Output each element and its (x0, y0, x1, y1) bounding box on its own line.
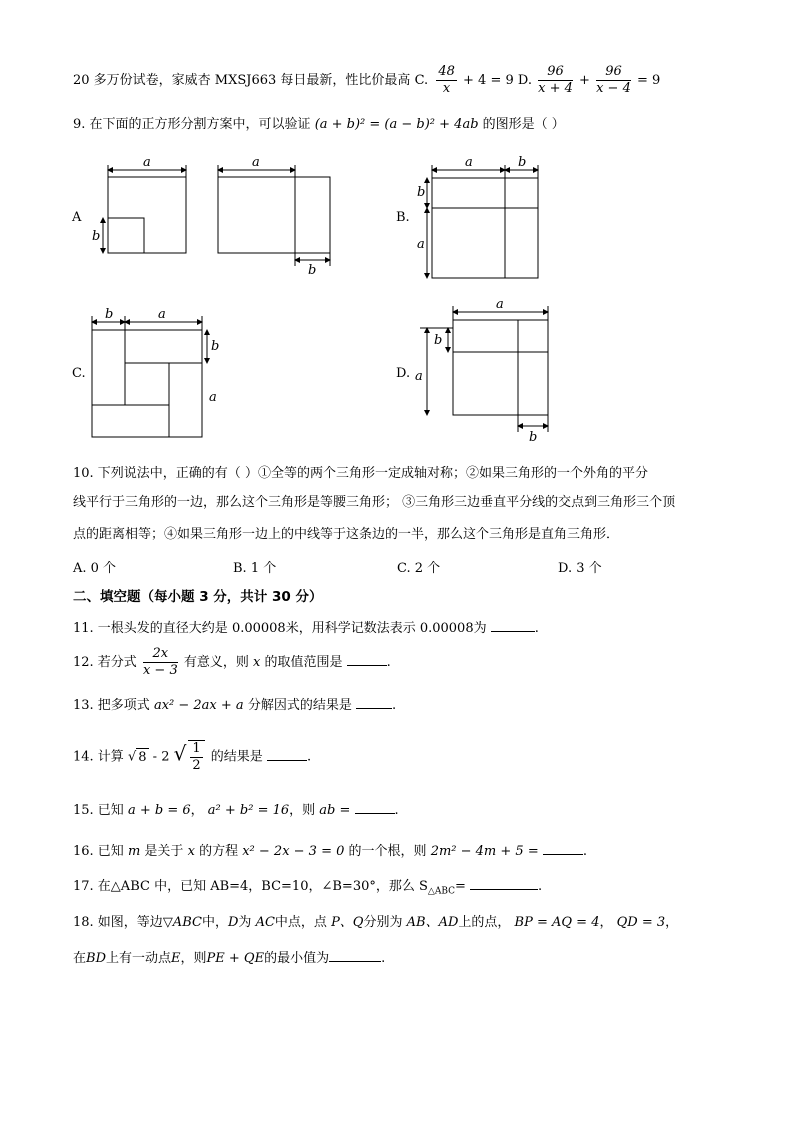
top-prefix: 20 多万份试卷，家威杏 MXSJ663 每日最新，性比价最高 C. (73, 73, 429, 88)
q15 (73, 802, 399, 820)
q17-blank[interactable] (470, 889, 538, 890)
fig-b-label-a: a (465, 155, 473, 170)
q14-num: 1 (192, 741, 201, 756)
q13-end: . (391, 698, 397, 713)
q13-suffix: 分解因式的结果是 (247, 698, 352, 713)
q16-expr: 2m² − 4m + 5 = (430, 844, 539, 859)
q15-prefix: 15. 已知 (73, 803, 124, 818)
q11 (73, 620, 539, 638)
q14-sqrt-sign: √ (127, 749, 137, 765)
d-den1: x + 4 (538, 81, 573, 96)
q17 (73, 878, 542, 901)
fig-a-label-b: b (92, 229, 101, 244)
q14-suffix: 的结果是 (210, 749, 263, 765)
d-den2: x − 4 (596, 81, 631, 96)
q10-line3: 点的距离相等；④如果三角形一边上的中线等于这条边的一半，那么这个三角形是直角三角形． (73, 527, 620, 542)
q11-end: . (534, 621, 539, 636)
q18-e: E (171, 951, 181, 966)
section-title: 二、填空题（每小题 3 分，共计 30 分） (73, 589, 323, 605)
q12-var: x (253, 655, 261, 670)
fig-b-label-b2: b (417, 185, 426, 200)
q14-fraction (188, 740, 204, 774)
q15-blank[interactable] (355, 813, 395, 814)
fig-c-label-a: a (158, 307, 166, 322)
option-c-fraction (436, 64, 457, 97)
fig-d-square (453, 320, 548, 415)
q10-line2: 线平行于三角形的一边，那么这个三角形是等腰三角形； ③三角形三边垂直平分线的交点到三角形三个顶 (73, 495, 676, 510)
q14-blank[interactable] (267, 760, 307, 761)
q12-den: x − 3 (142, 663, 178, 678)
fig-a2-label-b: b (308, 263, 317, 278)
q14-sqrt-sign2: √ (173, 741, 187, 766)
q12-num: 2x (143, 646, 178, 663)
q9-prefix: 9. 在下面的正方形分割方案中，可以验证 (73, 117, 311, 132)
q12-fraction (143, 646, 178, 679)
option-d-fraction-1 (538, 64, 573, 97)
q18-d: D (227, 915, 239, 930)
d-label: D. (517, 73, 532, 88)
q18-l2d: 的最小值为 (264, 951, 330, 966)
q18-eq1: BP = AQ = 4 (514, 915, 600, 930)
fig-b-label-a2: a (417, 237, 425, 252)
d-plus: + (579, 73, 590, 88)
fig-a-square (108, 177, 186, 253)
fig-a-label-a: a (143, 155, 151, 170)
q18-l1e: 分别为 (363, 915, 403, 930)
q18-l2b: 上有一动点 (106, 951, 172, 966)
q16-end: . (582, 844, 587, 859)
q9-formula: (a + b)² = (a − b)² + 4ab (314, 117, 479, 132)
q18-sep: ， (599, 915, 613, 930)
q16-blank[interactable] (543, 854, 583, 855)
q18-l1d: 中点，点 (274, 915, 327, 930)
q9-label-d[interactable]: D. (396, 366, 411, 381)
fig-c-label-b: b (105, 307, 114, 322)
q14-root: 8 (138, 749, 147, 765)
q18-l1a: 18. 如图，等边 (73, 915, 163, 930)
fig-d-label-a2: a (415, 369, 423, 384)
q12-prefix: 12. 若分式 (73, 655, 137, 670)
q13-expr: ax² − 2ax + a (153, 698, 244, 713)
q17-eq: = (455, 879, 466, 894)
q18-l1b: 中， (201, 915, 228, 930)
q12 (73, 646, 391, 679)
q18-l1c: 为 (238, 915, 252, 930)
q12-suffix: 的取值范围是 (264, 655, 343, 670)
q18-line1 (73, 914, 678, 932)
q10-option-c[interactable]: C. 2 个 (397, 561, 441, 576)
d-eq: = 9 (636, 73, 661, 88)
q12-end: . (386, 655, 391, 670)
q16-mid3: 的一个根，则 (348, 844, 427, 859)
q15-end: . (394, 803, 399, 818)
fig-d-label-a: a (496, 297, 504, 312)
q10-option-d[interactable]: D. 3 个 (558, 561, 602, 576)
q18-ac: AC (255, 915, 275, 930)
q16-eq: x² − 2x − 3 = 0 (242, 844, 345, 859)
c-denominator: x (442, 81, 451, 96)
q12-mid: 有意义，则 (183, 655, 249, 670)
q18-blank[interactable] (329, 961, 381, 962)
q15-e2: a² + b² = 16 (207, 803, 290, 818)
q15-sep: ， (190, 803, 204, 818)
q17-end: . (538, 879, 543, 894)
fig-a-small-square (108, 218, 144, 253)
q18-abad: AB、AD (406, 915, 459, 930)
q18-pq: P、Q (331, 915, 364, 930)
q18-end: . (381, 951, 386, 966)
q18-comma: ， (665, 915, 679, 930)
q18-line2 (73, 950, 385, 968)
q14 (73, 740, 311, 774)
fig-d-label-b2: b (529, 430, 538, 445)
fig-a2-label-a: a (252, 155, 260, 170)
q9-suffix: 的图形是（ ） (482, 117, 565, 132)
q9-label-a[interactable]: A (72, 210, 82, 225)
q9-stem (73, 116, 565, 134)
q17-text: 17. 在△ABC 中，已知 AB=4，BC=10，∠B=30°，那么 S (73, 879, 428, 894)
fig-c-label-a2: a (209, 390, 217, 405)
q13-blank[interactable] (356, 708, 392, 709)
q9-figures (0, 150, 794, 470)
q9-label-b[interactable]: B. (396, 210, 410, 225)
d-num1: 96 (538, 64, 573, 81)
q18-l2c: ，则 (180, 951, 207, 966)
option-d-fraction-2 (596, 64, 631, 97)
c-numerator: 48 (438, 64, 455, 79)
q16-mid1: 是关于 (144, 844, 184, 859)
top-line (73, 64, 660, 97)
q16-prefix: 16. 已知 (73, 844, 124, 859)
q12-blank[interactable] (347, 665, 387, 666)
q17-sub: △ABC (427, 886, 455, 897)
q15-e1: a + b = 6 (127, 803, 191, 818)
q9-label-c[interactable]: C. (72, 366, 86, 381)
q16 (73, 843, 587, 861)
q14-end: . (306, 749, 312, 765)
c-rest: + 4 = 9 (463, 73, 514, 88)
fig-c-square (92, 330, 202, 437)
q10-line1: 10. 下列说法中，正确的有（ ）①全等的两个三角形一定成轴对称；②如果三角形的一个外角的平分 (73, 466, 648, 481)
d-num2: 96 (596, 64, 631, 81)
q15-e3: ab = (319, 803, 351, 818)
q16-m: m (127, 844, 141, 859)
q14-prefix: 14. 计算 (73, 749, 124, 765)
fig-c-label-b2: b (211, 339, 220, 354)
q11-blank[interactable] (491, 631, 535, 632)
q14-minus: - 2 (152, 749, 170, 765)
fig-b-label-b: b (518, 155, 527, 170)
q18-eq2: QD = 3 (616, 915, 666, 930)
q18-expr: PE + QE (206, 951, 265, 966)
q18-l1f: 上的点， (458, 915, 511, 930)
fig-b-square (432, 178, 538, 278)
q10-option-b[interactable]: B. 1 个 (233, 561, 277, 576)
q13 (73, 697, 396, 715)
q11-text: 11. 一根头发的直径大约是 0.00008米，用科学记数法表示 0.00008为 (73, 621, 487, 636)
q18-bd: BD (86, 951, 106, 966)
q18-tri: ▽ABC (162, 915, 202, 930)
q18-l2a: 在 (73, 951, 87, 966)
q14-den: 2 (192, 758, 201, 773)
q10-option-a[interactable]: A. 0 个 (73, 561, 117, 576)
q13-prefix: 13. 把多项式 (73, 698, 150, 713)
q15-mid: ，则 (289, 803, 316, 818)
q16-x: x (187, 844, 195, 859)
fig-d-label-b: b (434, 333, 443, 348)
q16-mid2: 的方程 (199, 844, 239, 859)
fig-a2-rect (218, 177, 330, 253)
